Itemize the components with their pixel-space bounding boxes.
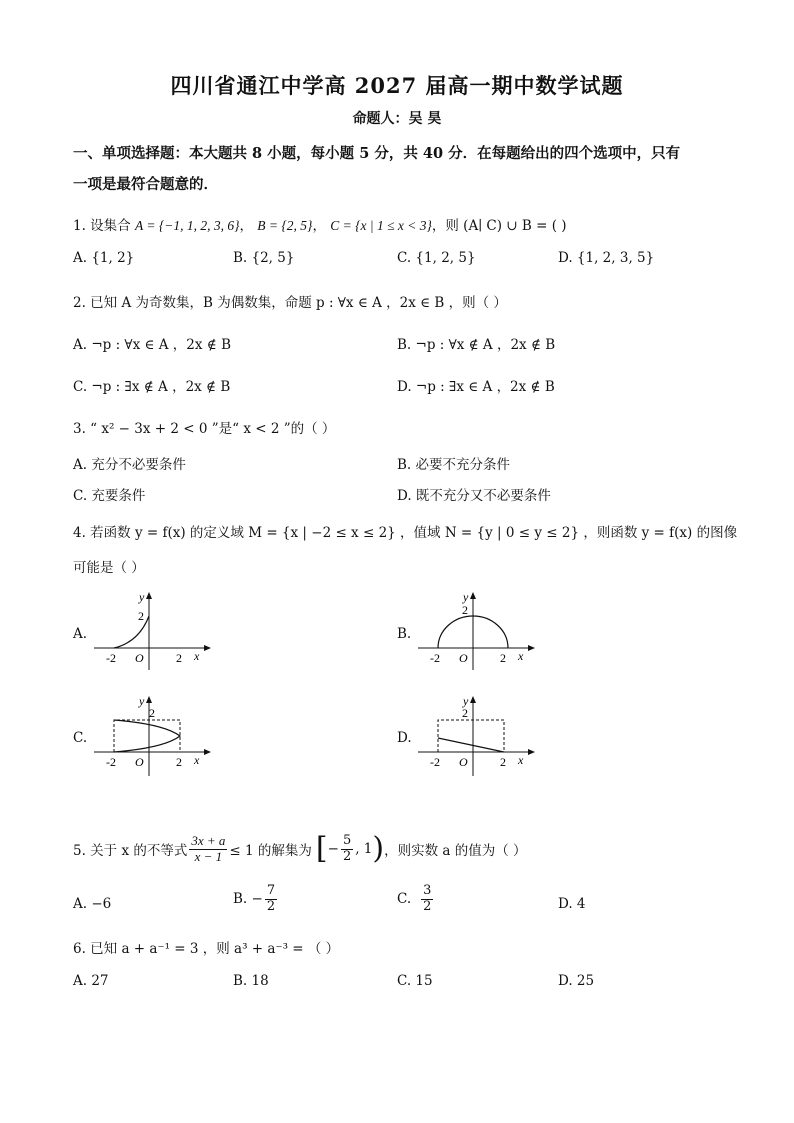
x-label: x [194, 753, 200, 767]
q5-post: ，则实数 a 的值为（ ） [384, 843, 527, 860]
q1-set-c: C = {x | 1 ≤ x < 3} [330, 218, 432, 233]
x-tick-neg2: -2 [106, 755, 116, 769]
dashed-box [114, 720, 180, 752]
y-axis-arrow [146, 592, 152, 599]
y-tick-2: 2 [138, 609, 144, 623]
function-line [438, 738, 504, 752]
x-tick-neg2: -2 [430, 651, 440, 665]
q5-mid: ≤ 1 的解集为 [229, 843, 312, 860]
q5-interval-right: , 1 [355, 841, 373, 858]
q5-fraction [189, 834, 227, 865]
q3-option-d: D. 既不充分又不必要条件 [397, 488, 551, 504]
y-tick-2: 2 [149, 706, 155, 720]
q5-option-b [233, 884, 279, 915]
q4-option-d-label: D. [397, 730, 412, 746]
q5-option-b-prefix: B. − [233, 891, 263, 908]
q5-option-b-denominator: 2 [266, 898, 276, 914]
y-label: y [463, 590, 469, 604]
q5-interval-fraction [341, 834, 353, 865]
x-axis-arrow [204, 645, 211, 651]
q4-option-a-label: A. [73, 626, 88, 642]
q4-option-b-label: B. [397, 626, 412, 642]
q1-option-d: D. {1, 2, 3, 5} [558, 250, 655, 266]
q4-graph-c [92, 694, 212, 778]
q5-option-c [397, 884, 435, 915]
y-label: y [139, 694, 145, 708]
q1-set-b: B = {2, 5} [257, 218, 313, 233]
q4-option-c-label: C. [73, 730, 88, 746]
q3-option-a: A. 充分不必要条件 [73, 457, 186, 473]
question-4-line2: 可能是（ ） [73, 560, 145, 576]
question-5 [73, 831, 527, 867]
q2-option-c: C. ¬p : ∃x ∉ A ，2x ∉ B [73, 379, 231, 395]
sideways-parabola [114, 720, 180, 752]
q5-option-b-fraction [265, 884, 277, 915]
q5-option-c-fraction [421, 884, 433, 915]
q5-pre: 5. 关于 x 的不等式 [73, 843, 188, 860]
q5-fraction-numerator: 3x + a [191, 833, 226, 848]
q2-option-b: B. ¬p : ∀x ∉ A ，2x ∉ B [397, 337, 556, 353]
question-3: 3. “ x² − 3x + 2 < 0 ”是“ x < 2 ”的（ ） [73, 421, 336, 437]
y-tick-2: 2 [462, 603, 468, 617]
q5-option-c-prefix: C. [397, 891, 412, 908]
q5-option-a: A. −6 [73, 896, 112, 912]
q5-minus: − [327, 841, 339, 858]
origin-label: O [459, 651, 468, 665]
y-tick-2: 2 [462, 706, 468, 720]
x-label: x [518, 753, 524, 767]
y-label: y [139, 590, 145, 604]
x-label: x [518, 649, 524, 663]
y-axis-arrow [146, 696, 152, 703]
x-label: x [194, 649, 200, 663]
q3-option-b: B. 必要不充分条件 [397, 457, 511, 473]
q5-option-d: D. 4 [558, 896, 586, 912]
q1-option-c: C. {1, 2, 5} [397, 250, 476, 266]
q4-graph-d [416, 694, 536, 778]
section-heading-line1: 一、单项选择题：本大题共 8 小题，每小题 5 分，共 40 分．在每题给出的四个选项中，只有 [73, 145, 681, 162]
q1-set-a: A = {−1, 1, 2, 3, 6} [134, 218, 240, 233]
q6-option-b: B. 18 [233, 973, 269, 989]
q3-option-c: C. 充要条件 [73, 488, 146, 504]
origin-label: O [135, 755, 144, 769]
question-1: 1. 设集合 A = {−1, 1, 2, 3, 6}， B = {2, 5}， C = {x | 1 ≤ x < 3}，则 (A∣ C) ∪ B = ( ) [73, 218, 567, 234]
x-tick-2: 2 [500, 755, 506, 769]
q5-option-c-denominator: 2 [423, 898, 432, 914]
x-axis-arrow [204, 749, 211, 755]
author-line: 命题人：吴 昊 [352, 111, 442, 127]
x-tick-2: 2 [500, 651, 506, 665]
q6-option-c: C. 15 [397, 973, 433, 989]
x-axis-arrow [528, 645, 535, 651]
origin-label: O [135, 651, 144, 665]
q5-fraction-denominator: x − 1 [194, 848, 223, 864]
dashed-box [438, 720, 504, 752]
exam-title: 四川省通江中学高 2027 届高一期中数学试题 [170, 73, 624, 98]
origin-label: O [459, 755, 468, 769]
q1-option-a: A. {1, 2} [73, 250, 135, 266]
q1-option-b: B. {2, 5} [233, 250, 295, 266]
x-tick-neg2: -2 [106, 651, 116, 665]
q2-option-a: A. ¬p : ∀x ∈ A ，2x ∉ B [73, 337, 231, 353]
question-2: 2. 已知 A 为奇数集，B 为偶数集，命题 p : ∀x ∈ A ，2x ∈ B ，则（ ） [73, 295, 507, 311]
q5-interval-numerator: 5 [342, 833, 352, 848]
q1-tail: ，则 (A∣ C) ∪ B = ( ) [431, 218, 567, 234]
section-heading-line2: 一项是最符合题意的． [73, 176, 218, 193]
y-axis-arrow [470, 592, 476, 599]
q5-right-paren: ) [372, 831, 385, 867]
x-tick-neg2: -2 [430, 755, 440, 769]
x-tick-2: 2 [176, 651, 182, 665]
y-axis-arrow [470, 696, 476, 703]
q5-option-b-numerator: 7 [266, 883, 276, 898]
question-6: 6. 已知 a + a⁻¹ = 3 ，则 a³ + a⁻³ = （ ） [73, 941, 340, 957]
question-4-line1: 4. 若函数 y = f(x) 的定义域 M = {x | −2 ≤ x ≤ 2} ，值域 N = {y | 0 ≤ y ≤ 2} ，则函数 y = f(x) 的图像 [73, 525, 738, 541]
q4-graph-b [416, 590, 536, 672]
q4-graph-a [92, 590, 212, 672]
x-axis-arrow [528, 749, 535, 755]
q6-option-d: D. 25 [558, 973, 595, 989]
q5-option-c-numerator: 3 [423, 883, 432, 898]
q5-left-bracket: [ [315, 831, 328, 867]
q2-option-d: D. ¬p : ∃x ∈ A ，2x ∉ B [397, 379, 555, 395]
q5-interval-denominator: 2 [342, 848, 352, 864]
x-tick-2: 2 [176, 755, 182, 769]
q1-stem: 1. 设集合 [73, 218, 131, 234]
q6-option-a: A. 27 [73, 973, 109, 989]
y-label: y [463, 694, 469, 708]
